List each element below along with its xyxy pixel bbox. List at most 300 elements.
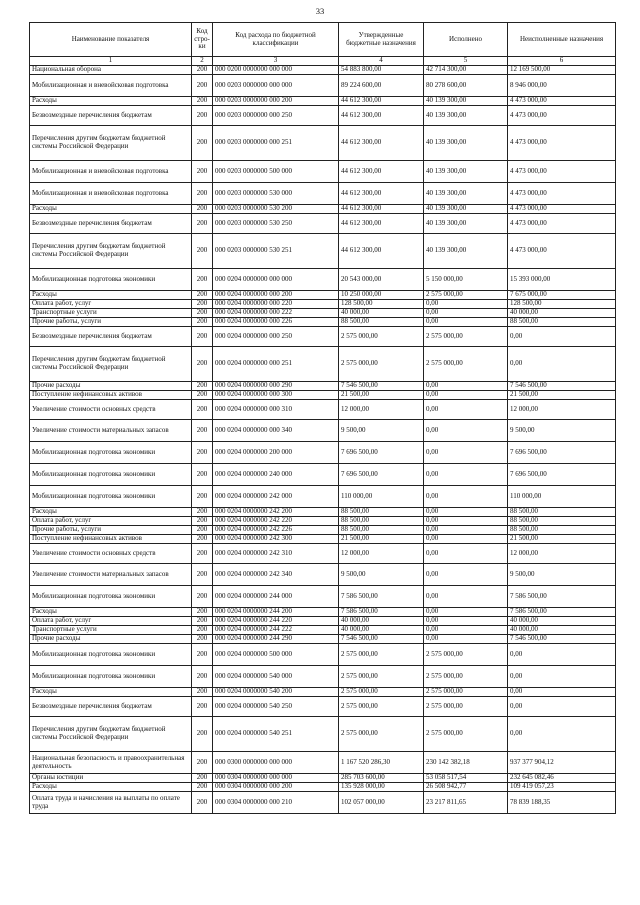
budget-execution-table (29, 22, 616, 814)
row-line-code: 200 (192, 309, 213, 318)
row-executed: 0,00 (424, 400, 508, 420)
table-row (30, 66, 616, 75)
row-expense-code: 000 0203 0000000 530 250 (213, 214, 339, 234)
table-row (30, 382, 616, 391)
row-expense-code: 000 0204 0000000 244 000 (213, 586, 339, 608)
row-executed: 0,00 (424, 391, 508, 400)
table-row (30, 535, 616, 544)
table-row (30, 717, 616, 752)
row-executed: 0,00 (424, 318, 508, 327)
table-row (30, 688, 616, 697)
row-unexecuted: 40 000,00 (508, 626, 616, 635)
row-expense-code: 000 0204 0000000 242 200 (213, 508, 339, 517)
row-name: Мобилизационная подготовка экономики (30, 644, 192, 666)
row-expense-code: 000 0203 0000000 000 200 (213, 97, 339, 106)
row-name: Оплата труда и начисления на выплаты по оплате труда (30, 792, 192, 814)
row-approved: 2 575 000,00 (339, 666, 424, 688)
table-row (30, 291, 616, 300)
table-row (30, 586, 616, 608)
row-expense-code: 000 0204 0000000 242 310 (213, 544, 339, 564)
row-approved: 21 500,00 (339, 535, 424, 544)
row-line-code: 200 (192, 382, 213, 391)
row-unexecuted: 12 000,00 (508, 400, 616, 420)
row-name: Расходы (30, 291, 192, 300)
row-approved: 2 575 000,00 (339, 327, 424, 347)
row-approved: 9 500,00 (339, 420, 424, 442)
row-unexecuted: 7 586 500,00 (508, 586, 616, 608)
row-expense-code: 000 0204 0000000 000 251 (213, 347, 339, 382)
row-name: Прочие расходы (30, 382, 192, 391)
row-name: Безвозмездные перечисления бюджетам (30, 106, 192, 126)
row-unexecuted: 0,00 (508, 666, 616, 688)
header-expense-code: Код расхода по бюджетной классификации (213, 23, 339, 57)
row-expense-code: 000 0204 0000000 000 222 (213, 309, 339, 318)
row-executed: 40 139 300,00 (424, 234, 508, 269)
row-approved: 44 612 300,00 (339, 205, 424, 214)
header-line-code: Код стро-ки (192, 23, 213, 57)
row-expense-code: 000 0203 0000000 000 000 (213, 75, 339, 97)
row-name: Увеличение стоимости материальных запасов (30, 564, 192, 586)
row-unexecuted: 4 473 000,00 (508, 205, 616, 214)
row-executed: 26 508 942,77 (424, 783, 508, 792)
row-approved: 44 612 300,00 (339, 126, 424, 161)
row-approved: 9 500,00 (339, 564, 424, 586)
row-expense-code: 000 0304 0000000 000 000 (213, 774, 339, 783)
row-name: Транспортные услуги (30, 626, 192, 635)
row-name: Перечисления другим бюджетам бюджетной системы Российской Федерации (30, 234, 192, 269)
row-approved: 128 500,00 (339, 300, 424, 309)
row-executed: 40 139 300,00 (424, 126, 508, 161)
row-approved: 7 586 500,00 (339, 586, 424, 608)
row-name: Мобилизационная подготовка экономики (30, 586, 192, 608)
row-line-code: 200 (192, 508, 213, 517)
row-line-code: 200 (192, 300, 213, 309)
row-line-code: 200 (192, 792, 213, 814)
row-expense-code: 000 0204 0000000 000 226 (213, 318, 339, 327)
row-line-code: 200 (192, 442, 213, 464)
row-approved: 44 612 300,00 (339, 234, 424, 269)
table-row (30, 508, 616, 517)
row-executed: 2 575 000,00 (424, 327, 508, 347)
row-unexecuted: 7 546 500,00 (508, 382, 616, 391)
row-approved: 89 224 600,00 (339, 75, 424, 97)
row-executed: 0,00 (424, 420, 508, 442)
table-row (30, 564, 616, 586)
row-line-code: 200 (192, 608, 213, 617)
row-expense-code: 000 0204 0000000 242 000 (213, 486, 339, 508)
table-row (30, 214, 616, 234)
column-number: 4 (339, 57, 424, 66)
column-number-row (30, 57, 616, 66)
row-line-code: 200 (192, 535, 213, 544)
row-executed: 0,00 (424, 564, 508, 586)
table-row (30, 774, 616, 783)
row-unexecuted: 8 946 000,00 (508, 75, 616, 97)
row-unexecuted: 4 473 000,00 (508, 97, 616, 106)
row-line-code: 200 (192, 161, 213, 183)
row-approved: 7 696 500,00 (339, 464, 424, 486)
table-row (30, 391, 616, 400)
table-row (30, 517, 616, 526)
row-expense-code: 000 0204 0000000 000 200 (213, 291, 339, 300)
row-unexecuted: 4 473 000,00 (508, 161, 616, 183)
header-name: Наименование показателя (30, 23, 192, 57)
row-expense-code: 000 0204 0000000 244 220 (213, 617, 339, 626)
table-row (30, 644, 616, 666)
row-unexecuted: 937 377 904,12 (508, 752, 616, 774)
row-expense-code: 000 0204 0000000 244 290 (213, 635, 339, 644)
row-unexecuted: 88 500,00 (508, 517, 616, 526)
row-executed: 0,00 (424, 309, 508, 318)
row-line-code: 200 (192, 517, 213, 526)
row-approved: 44 612 300,00 (339, 183, 424, 205)
table-row (30, 327, 616, 347)
row-expense-code: 000 0203 0000000 530 251 (213, 234, 339, 269)
row-unexecuted: 0,00 (508, 347, 616, 382)
row-expense-code: 000 0300 0000000 000 000 (213, 752, 339, 774)
row-approved: 2 575 000,00 (339, 644, 424, 666)
row-unexecuted: 88 500,00 (508, 526, 616, 535)
row-approved: 102 057 000,00 (339, 792, 424, 814)
row-executed: 2 575 000,00 (424, 717, 508, 752)
row-approved: 40 000,00 (339, 309, 424, 318)
table-row (30, 544, 616, 564)
table-body (30, 66, 616, 814)
row-name: Прочие работы, услуги (30, 526, 192, 535)
table-row (30, 97, 616, 106)
row-line-code: 200 (192, 635, 213, 644)
row-executed: 80 278 600,00 (424, 75, 508, 97)
row-approved: 135 928 000,00 (339, 783, 424, 792)
row-name: Национальная оборона (30, 66, 192, 75)
table-row (30, 161, 616, 183)
row-unexecuted: 15 393 000,00 (508, 269, 616, 291)
row-expense-code: 000 0204 0000000 540 251 (213, 717, 339, 752)
row-name: Расходы (30, 783, 192, 792)
column-number: 6 (508, 57, 616, 66)
row-approved: 88 500,00 (339, 508, 424, 517)
row-line-code: 200 (192, 420, 213, 442)
table-row (30, 234, 616, 269)
row-executed: 2 575 000,00 (424, 291, 508, 300)
row-executed: 0,00 (424, 608, 508, 617)
row-expense-code: 000 0203 0000000 530 000 (213, 183, 339, 205)
row-approved: 44 612 300,00 (339, 97, 424, 106)
column-number: 2 (192, 57, 213, 66)
row-name: Мобилизационная и вневойсковая подготовка (30, 161, 192, 183)
row-executed: 5 150 000,00 (424, 269, 508, 291)
table-row (30, 608, 616, 617)
row-expense-code: 000 0203 0000000 000 251 (213, 126, 339, 161)
row-executed: 2 575 000,00 (424, 688, 508, 697)
row-line-code: 200 (192, 752, 213, 774)
row-name: Транспортные услуги (30, 309, 192, 318)
row-approved: 88 500,00 (339, 318, 424, 327)
row-unexecuted: 128 500,00 (508, 300, 616, 309)
row-approved: 285 703 600,00 (339, 774, 424, 783)
row-unexecuted: 7 696 500,00 (508, 442, 616, 464)
header-approved: Утвержденные бюджетные назначения (339, 23, 424, 57)
row-name: Поступление нефинансовых активов (30, 535, 192, 544)
row-name: Мобилизационная подготовка экономики (30, 442, 192, 464)
row-name: Безвозмездные перечисления бюджетам (30, 697, 192, 717)
row-unexecuted: 4 473 000,00 (508, 126, 616, 161)
row-unexecuted: 0,00 (508, 327, 616, 347)
row-executed: 2 575 000,00 (424, 644, 508, 666)
row-name: Безвозмездные перечисления бюджетам (30, 327, 192, 347)
row-expense-code: 000 0200 0000000 000 000 (213, 66, 339, 75)
header-executed: Исполнено (424, 23, 508, 57)
row-unexecuted: 21 500,00 (508, 391, 616, 400)
table-row (30, 626, 616, 635)
row-expense-code: 000 0204 0000000 500 000 (213, 644, 339, 666)
column-number: 1 (30, 57, 192, 66)
row-name: Безвозмездные перечисления бюджетам (30, 214, 192, 234)
row-approved: 2 575 000,00 (339, 688, 424, 697)
row-executed: 42 714 300,00 (424, 66, 508, 75)
row-executed: 0,00 (424, 486, 508, 508)
table-row (30, 183, 616, 205)
row-line-code: 200 (192, 327, 213, 347)
row-name: Перечисления другим бюджетам бюджетной системы Российской Федерации (30, 347, 192, 382)
table-row (30, 420, 616, 442)
row-expense-code: 000 0203 0000000 530 200 (213, 205, 339, 214)
row-expense-code: 000 0204 0000000 000 250 (213, 327, 339, 347)
table-row (30, 126, 616, 161)
row-expense-code: 000 0304 0000000 000 200 (213, 783, 339, 792)
table-row (30, 464, 616, 486)
table-row (30, 269, 616, 291)
row-line-code: 200 (192, 774, 213, 783)
page-number: 33 (315, 6, 325, 16)
row-name: Прочие расходы (30, 635, 192, 644)
row-line-code: 200 (192, 318, 213, 327)
row-executed: 0,00 (424, 544, 508, 564)
row-approved: 10 250 000,00 (339, 291, 424, 300)
table-row (30, 75, 616, 97)
row-expense-code: 000 0204 0000000 540 200 (213, 688, 339, 697)
row-executed: 0,00 (424, 300, 508, 309)
row-line-code: 200 (192, 106, 213, 126)
row-line-code: 200 (192, 214, 213, 234)
row-name: Мобилизационная и вневойсковая подготовка (30, 183, 192, 205)
row-executed: 0,00 (424, 586, 508, 608)
row-unexecuted: 0,00 (508, 688, 616, 697)
row-name: Увеличение стоимости материальных запасов (30, 420, 192, 442)
row-approved: 44 612 300,00 (339, 161, 424, 183)
table-row (30, 486, 616, 508)
row-unexecuted: 0,00 (508, 697, 616, 717)
table-row (30, 792, 616, 814)
table-row (30, 697, 616, 717)
row-executed: 0,00 (424, 535, 508, 544)
row-unexecuted: 12 000,00 (508, 544, 616, 564)
row-unexecuted: 9 500,00 (508, 564, 616, 586)
row-name: Увеличение стоимости основных средств (30, 544, 192, 564)
row-approved: 7 546 500,00 (339, 635, 424, 644)
column-number: 5 (424, 57, 508, 66)
row-line-code: 200 (192, 717, 213, 752)
row-executed: 23 217 811,65 (424, 792, 508, 814)
row-line-code: 200 (192, 688, 213, 697)
row-executed: 0,00 (424, 442, 508, 464)
row-name: Мобилизационная и вневойсковая подготовка (30, 75, 192, 97)
column-number: 3 (213, 57, 339, 66)
row-executed: 2 575 000,00 (424, 697, 508, 717)
row-unexecuted: 7 546 500,00 (508, 635, 616, 644)
row-line-code: 200 (192, 97, 213, 106)
row-name: Увеличение стоимости основных средств (30, 400, 192, 420)
row-name: Расходы (30, 608, 192, 617)
row-name: Расходы (30, 205, 192, 214)
row-expense-code: 000 0204 0000000 540 250 (213, 697, 339, 717)
row-name: Оплата работ, услуг (30, 517, 192, 526)
table-row (30, 347, 616, 382)
row-line-code: 200 (192, 269, 213, 291)
row-unexecuted: 7 696 500,00 (508, 464, 616, 486)
row-unexecuted: 109 419 057,23 (508, 783, 616, 792)
row-executed: 2 575 000,00 (424, 666, 508, 688)
header-unexecuted: Неисполненные назначения (508, 23, 616, 57)
row-executed: 40 139 300,00 (424, 183, 508, 205)
row-expense-code: 000 0204 0000000 242 220 (213, 517, 339, 526)
row-line-code: 200 (192, 666, 213, 688)
row-approved: 2 575 000,00 (339, 697, 424, 717)
row-line-code: 200 (192, 464, 213, 486)
row-approved: 12 000,00 (339, 400, 424, 420)
row-approved: 2 575 000,00 (339, 347, 424, 382)
row-unexecuted: 9 500,00 (508, 420, 616, 442)
row-executed: 0,00 (424, 635, 508, 644)
row-unexecuted: 4 473 000,00 (508, 106, 616, 126)
row-line-code: 200 (192, 291, 213, 300)
row-approved: 40 000,00 (339, 626, 424, 635)
row-unexecuted: 40 000,00 (508, 617, 616, 626)
row-executed: 230 142 382,18 (424, 752, 508, 774)
row-expense-code: 000 0204 0000000 000 290 (213, 382, 339, 391)
row-name: Органы юстиции (30, 774, 192, 783)
row-expense-code: 000 0204 0000000 244 200 (213, 608, 339, 617)
row-executed: 0,00 (424, 526, 508, 535)
row-expense-code: 000 0204 0000000 242 226 (213, 526, 339, 535)
table-row (30, 666, 616, 688)
row-unexecuted: 0,00 (508, 717, 616, 752)
row-line-code: 200 (192, 205, 213, 214)
table-row (30, 752, 616, 774)
row-line-code: 200 (192, 66, 213, 75)
row-name: Расходы (30, 688, 192, 697)
table-row (30, 318, 616, 327)
row-approved: 88 500,00 (339, 526, 424, 535)
row-expense-code: 000 0204 0000000 000 220 (213, 300, 339, 309)
table-row (30, 400, 616, 420)
table-row (30, 106, 616, 126)
table-row (30, 526, 616, 535)
row-expense-code: 000 0204 0000000 000 300 (213, 391, 339, 400)
table-row (30, 783, 616, 792)
row-expense-code: 000 0304 0000000 000 210 (213, 792, 339, 814)
row-expense-code: 000 0203 0000000 500 000 (213, 161, 339, 183)
row-unexecuted: 12 169 500,00 (508, 66, 616, 75)
row-unexecuted: 4 473 000,00 (508, 183, 616, 205)
row-unexecuted: 40 000,00 (508, 309, 616, 318)
row-line-code: 200 (192, 617, 213, 626)
row-approved: 110 000,00 (339, 486, 424, 508)
row-name: Расходы (30, 508, 192, 517)
row-name: Расходы (30, 97, 192, 106)
row-name: Мобилизационная подготовка экономики (30, 486, 192, 508)
row-line-code: 200 (192, 126, 213, 161)
row-name: Мобилизационная подготовка экономики (30, 666, 192, 688)
row-unexecuted: 110 000,00 (508, 486, 616, 508)
table-row (30, 309, 616, 318)
row-expense-code: 000 0204 0000000 242 300 (213, 535, 339, 544)
row-expense-code: 000 0204 0000000 540 000 (213, 666, 339, 688)
row-executed: 0,00 (424, 517, 508, 526)
row-line-code: 200 (192, 400, 213, 420)
row-approved: 12 000,00 (339, 544, 424, 564)
row-unexecuted: 232 645 082,46 (508, 774, 616, 783)
row-executed: 40 139 300,00 (424, 205, 508, 214)
row-expense-code: 000 0204 0000000 240 000 (213, 464, 339, 486)
row-executed: 0,00 (424, 382, 508, 391)
row-executed: 2 575 000,00 (424, 347, 508, 382)
row-expense-code: 000 0204 0000000 000 340 (213, 420, 339, 442)
row-name: Перечисления другим бюджетам бюджетной системы Российской Федерации (30, 717, 192, 752)
row-line-code: 200 (192, 526, 213, 535)
row-executed: 40 139 300,00 (424, 106, 508, 126)
row-line-code: 200 (192, 783, 213, 792)
row-name: Перечисления другим бюджетам бюджетной системы Российской Федерации (30, 126, 192, 161)
row-name: Оплата работ, услуг (30, 300, 192, 309)
row-expense-code: 000 0204 0000000 200 000 (213, 442, 339, 464)
row-unexecuted: 7 586 500,00 (508, 608, 616, 617)
row-line-code: 200 (192, 347, 213, 382)
row-approved: 20 543 000,00 (339, 269, 424, 291)
row-executed: 40 139 300,00 (424, 214, 508, 234)
row-executed: 40 139 300,00 (424, 97, 508, 106)
row-expense-code: 000 0204 0000000 000 000 (213, 269, 339, 291)
row-approved: 21 500,00 (339, 391, 424, 400)
row-executed: 40 139 300,00 (424, 161, 508, 183)
table-row (30, 205, 616, 214)
row-line-code: 200 (192, 234, 213, 269)
row-approved: 7 586 500,00 (339, 608, 424, 617)
row-name: Мобилизационная подготовка экономики (30, 269, 192, 291)
row-name: Оплата работ, услуг (30, 617, 192, 626)
table-row (30, 635, 616, 644)
row-unexecuted: 7 675 000,00 (508, 291, 616, 300)
row-name: Национальная безопасность и правоохранительная деятельность (30, 752, 192, 774)
row-unexecuted: 21 500,00 (508, 535, 616, 544)
row-approved: 40 000,00 (339, 617, 424, 626)
row-name: Мобилизационная подготовка экономики (30, 464, 192, 486)
row-approved: 44 612 300,00 (339, 106, 424, 126)
table-row (30, 442, 616, 464)
row-line-code: 200 (192, 75, 213, 97)
row-approved: 88 500,00 (339, 517, 424, 526)
row-expense-code: 000 0204 0000000 242 340 (213, 564, 339, 586)
row-line-code: 200 (192, 564, 213, 586)
row-line-code: 200 (192, 391, 213, 400)
table-row (30, 617, 616, 626)
row-line-code: 200 (192, 183, 213, 205)
row-line-code: 200 (192, 544, 213, 564)
row-expense-code: 000 0203 0000000 000 250 (213, 106, 339, 126)
row-line-code: 200 (192, 697, 213, 717)
row-approved: 2 575 000,00 (339, 717, 424, 752)
row-executed: 53 058 517,54 (424, 774, 508, 783)
